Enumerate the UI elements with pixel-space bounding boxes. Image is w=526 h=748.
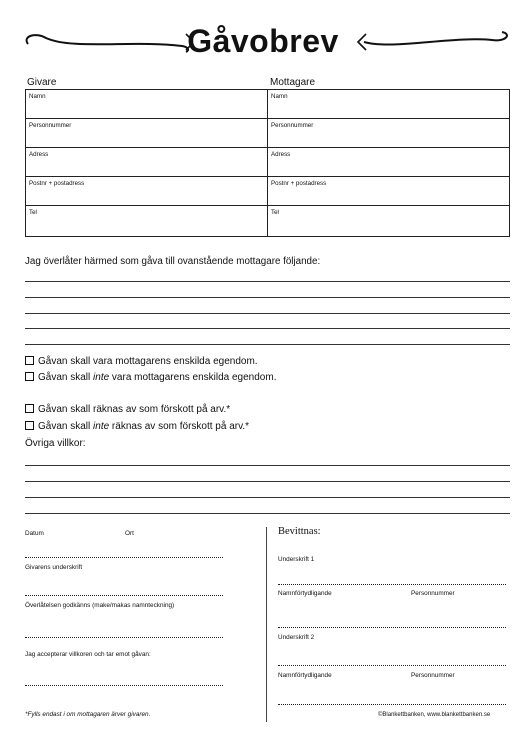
- gift-description-line[interactable]: [25, 328, 510, 329]
- witness-heading: Bevittnas:: [278, 526, 321, 537]
- field-label: Personnummer: [271, 122, 314, 129]
- credit-text: ©Blankettbanken, www.blankettbanken.se: [378, 712, 491, 718]
- other-terms-line[interactable]: [25, 465, 510, 466]
- place-label: Ort: [125, 530, 134, 537]
- option-not-advance-inheritance[interactable]: [25, 421, 249, 432]
- witness-name-2-line[interactable]: [278, 704, 506, 705]
- field-label: Postnr + postadress: [29, 180, 85, 187]
- footnote: *Fylls endast i om mottagaren ärver givaren.: [25, 711, 151, 718]
- option-not-own-property[interactable]: [25, 372, 276, 383]
- witness-signature-2-line[interactable]: [278, 665, 506, 666]
- option-emphasis: inte: [93, 421, 110, 432]
- receiver-heading: Mottagare: [270, 77, 316, 88]
- option-label: Gåvan skall räknas av som förskott på arv.*: [38, 404, 231, 415]
- witness-name-2-label: Namnförtydligande: [278, 672, 332, 679]
- other-terms-line[interactable]: [25, 513, 510, 514]
- transfer-sentence: Jag överlåter härmed som gåva till ovanstående mottagare följande:: [25, 256, 321, 267]
- date-place-line[interactable]: [25, 557, 223, 558]
- witness-signature-1-label: Underskrift 1: [278, 556, 315, 563]
- other-terms-label: Övriga villkor:: [25, 438, 86, 449]
- option-emphasis: inte: [93, 372, 110, 383]
- option-label: Gåvan skall: [38, 421, 94, 432]
- receiver-postal-field[interactable]: [267, 176, 510, 206]
- accept-label: Jag accepterar villkoren och tar emot gåvan:: [25, 651, 151, 658]
- witness-pnr-1-label: Personnummer: [411, 590, 455, 597]
- date-label: Datum: [25, 530, 44, 537]
- right-swirl-ornament: [352, 30, 512, 54]
- checkbox[interactable]: [25, 356, 34, 365]
- receiver-signature-line[interactable]: [25, 685, 223, 686]
- checkbox[interactable]: [25, 421, 34, 430]
- option-label: vara mottagarens enskilda egendom.: [109, 372, 277, 383]
- receiver-personnummer-field[interactable]: [267, 118, 510, 148]
- gift-description-line[interactable]: [25, 344, 510, 345]
- giver-signature-line[interactable]: [25, 595, 223, 596]
- witness-signature-2-label: Underskrift 2: [278, 634, 315, 641]
- receiver-phone-field[interactable]: [267, 205, 510, 237]
- giver-address-field[interactable]: [25, 147, 268, 177]
- receiver-address-field[interactable]: [267, 147, 510, 177]
- gift-description-line[interactable]: [25, 281, 510, 282]
- witness-pnr-2-label: Personnummer: [411, 672, 455, 679]
- giver-personnummer-field[interactable]: [25, 118, 268, 148]
- checkbox[interactable]: [25, 372, 34, 381]
- spouse-approval-line[interactable]: [25, 637, 223, 638]
- gift-description-line[interactable]: [25, 313, 510, 314]
- witness-signature-1-line[interactable]: [278, 584, 506, 585]
- checkbox[interactable]: [25, 404, 34, 413]
- option-label: räknas av som förskott på arv.*: [109, 421, 250, 432]
- field-label: Postnr + postadress: [271, 180, 327, 187]
- option-advance-inheritance[interactable]: [25, 404, 230, 415]
- field-label: Adress: [29, 151, 49, 158]
- witness-name-1-label: Namnförtydligande: [278, 590, 332, 597]
- field-label: Tel: [29, 209, 37, 216]
- witness-name-1-line[interactable]: [278, 627, 506, 628]
- option-own-property[interactable]: [25, 356, 258, 367]
- giver-phone-field[interactable]: [25, 205, 268, 237]
- giver-heading: Givare: [27, 77, 57, 88]
- field-label: Personnummer: [29, 122, 72, 129]
- field-label: Namn: [29, 93, 46, 100]
- option-label: Gåvan skall vara mottagarens enskilda egendom.: [38, 356, 258, 367]
- other-terms-line[interactable]: [25, 497, 510, 498]
- giver-postal-field[interactable]: [25, 176, 268, 206]
- option-label: Gåvan skall: [38, 372, 94, 383]
- field-label: Tel: [271, 209, 279, 216]
- receiver-name-field[interactable]: [267, 89, 510, 119]
- page-title: Gåvobrev: [187, 23, 339, 59]
- field-label: Adress: [271, 151, 291, 158]
- gift-description-line[interactable]: [25, 297, 510, 298]
- giver-name-field[interactable]: [25, 89, 268, 119]
- giver-signature-label: Givarens underskrift: [25, 564, 83, 571]
- spouse-approval-label: Överlåtelsen godkänns (make/makas namnteckning): [25, 602, 175, 609]
- other-terms-line[interactable]: [25, 481, 510, 482]
- signature-divider: [266, 527, 267, 722]
- field-label: Namn: [271, 93, 288, 100]
